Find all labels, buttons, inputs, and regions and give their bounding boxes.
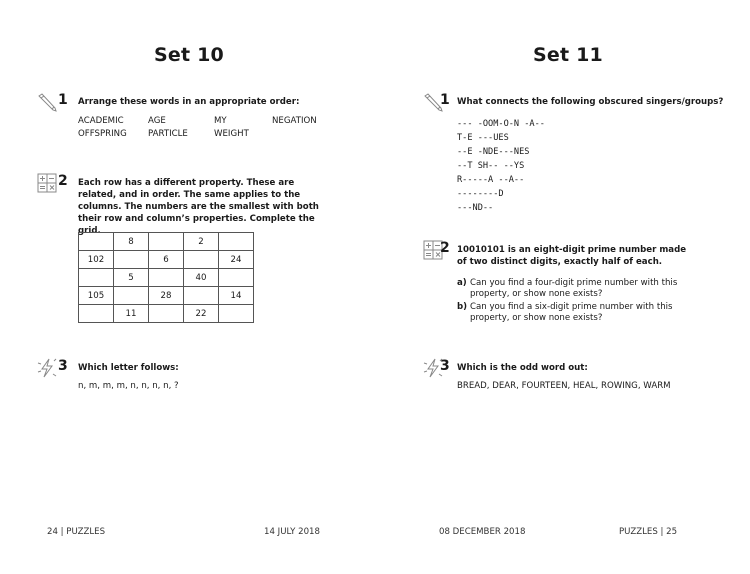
calculator-icon: [36, 172, 58, 194]
question-text: Which letter follows:: [78, 363, 179, 373]
grid-cell: [184, 287, 219, 305]
grid-cell: [149, 233, 184, 251]
question-number: 1: [440, 92, 450, 108]
grid-cell: 105: [79, 287, 114, 305]
obscured-line: --- -OOM-O-N -A--: [457, 119, 545, 129]
grid-row: [79, 269, 254, 287]
question-text: Each row has a different property. These are related, and in order. The same applies to the columns. The numbers are the smallest with both their row and column’s properties. Complete the grid.: [78, 178, 319, 236]
grid-cell: [79, 269, 114, 287]
grid-cell: [79, 233, 114, 251]
grid-cell: [219, 269, 254, 287]
grid-cell: [149, 305, 184, 323]
page-footer-date: 08 DECEMBER 2018: [439, 527, 526, 537]
grid-cell: 2: [184, 233, 219, 251]
word: AGE: [148, 116, 166, 126]
word-list: BREAD, DEAR, FOURTEEN, HEAL, ROWING, WARM: [457, 381, 671, 391]
word: NEGATION: [272, 116, 317, 126]
sub-question-text: Can you find a four-digit prime number with this property, or show none exists?: [470, 278, 678, 299]
obscured-line: R-----A --A--: [457, 175, 525, 185]
grid-cell: [184, 251, 219, 269]
grid-cell: 28: [149, 287, 184, 305]
letter-sequence: n, m, m, m, n, n, n, n, ?: [78, 381, 179, 391]
question-text: What connects the following obscured singers/groups?: [457, 97, 724, 107]
sub-question-text: Can you find a six-digit prime number with this property, or show none exists?: [470, 302, 673, 323]
question-number: 2: [440, 240, 450, 256]
grid-cell: 8: [114, 233, 149, 251]
obscured-line: ---ND--: [457, 203, 494, 213]
grid-cell: 40: [184, 269, 219, 287]
page-footer-date: 14 JULY 2018: [264, 527, 320, 537]
sub-question-label: b): [457, 302, 468, 312]
grid-cell: [114, 251, 149, 269]
grid-row: [79, 251, 254, 269]
grid-cell: [149, 269, 184, 287]
pencil-icon: [36, 91, 58, 113]
word: ACADEMIC: [78, 116, 124, 126]
grid-cell: 14: [219, 287, 254, 305]
question-number: 3: [58, 358, 68, 374]
word: OFFSPRING: [78, 129, 127, 139]
grid-cell: 24: [219, 251, 254, 269]
word: WEIGHT: [214, 129, 249, 139]
question-text: Which is the odd word out:: [457, 363, 588, 373]
question-text: Arrange these words in an appropriate order:: [78, 97, 300, 107]
grid-cell: [219, 305, 254, 323]
grid-row: [79, 305, 254, 323]
grid-cell: [114, 287, 149, 305]
obscured-names: [457, 117, 545, 215]
obscured-line: --------D: [457, 189, 504, 199]
set-title: Set 11: [533, 44, 603, 66]
grid-cell: 22: [184, 305, 219, 323]
grid-cell: 6: [149, 251, 184, 269]
obscured-line: --E -NDE---NES: [457, 147, 530, 157]
grid-row: [79, 287, 254, 305]
grid-cell: 102: [79, 251, 114, 269]
puzzle-grid: [78, 232, 254, 323]
question-text: 10010101 is an eight-digit prime number made of two distinct digits, exactly half of each.: [457, 245, 687, 267]
word: MY: [214, 116, 227, 126]
grid-row: [79, 233, 254, 251]
page-footer-label: 24 | PUZZLES: [47, 527, 106, 537]
grid-cell: 5: [114, 269, 149, 287]
right-page: [375, 0, 750, 574]
set-title: Set 10: [154, 44, 224, 66]
grid-cell: [219, 233, 254, 251]
page-footer-label: PUZZLES | 25: [619, 527, 678, 537]
question-number: 3: [440, 358, 450, 374]
sub-question-label: a): [457, 278, 467, 288]
obscured-line: T-E ---UES: [457, 133, 509, 143]
question-number: 1: [58, 92, 68, 108]
grid-cell: [79, 305, 114, 323]
obscured-line: --T SH-- --YS: [457, 161, 525, 171]
word: PARTICLE: [148, 129, 188, 139]
lightning-icon: [36, 357, 58, 379]
question-number: 2: [58, 173, 68, 189]
grid-cell: 11: [114, 305, 149, 323]
